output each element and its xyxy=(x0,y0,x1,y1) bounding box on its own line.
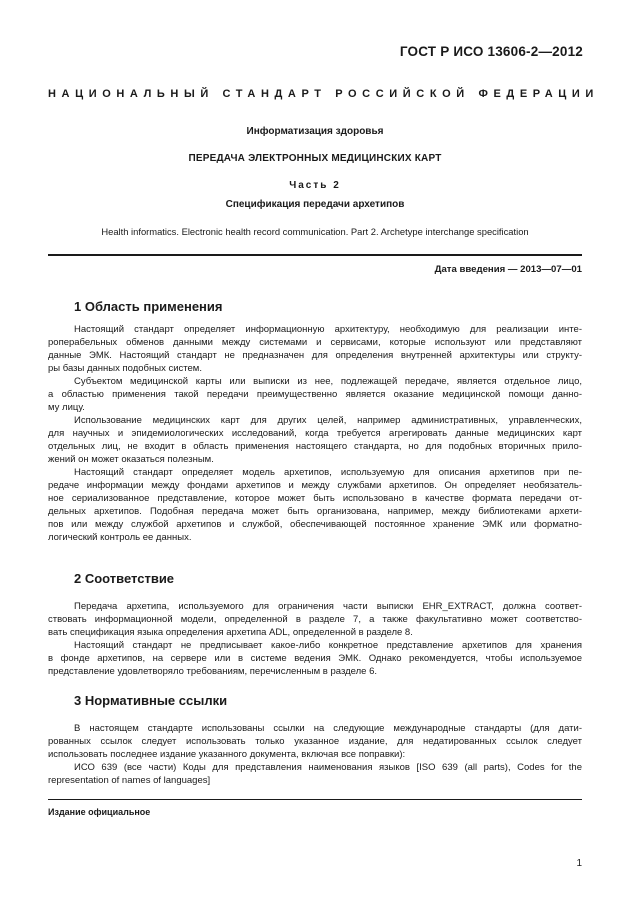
text-line: Настоящий стандарт определяет информационную архитектуру, необходимую для реализации инте- xyxy=(74,324,582,335)
text-line: для научных и эпидемиологических исследований, когда требуется агрегировать данные медицинских карт xyxy=(48,428,582,439)
national-standard-banner: НАЦИОНАЛЬНЫЙ СТАНДАРТ РОССИЙСКОЙ ФЕДЕРАЦИИ xyxy=(48,88,599,100)
text-line: отдельных лиц, не входит в область применения настоящего стандарта, но для подобных вторичных прило- xyxy=(48,441,582,452)
text-line: логический контроль ее данных. xyxy=(48,532,192,543)
section-1-paragraph-4 xyxy=(48,466,582,544)
text-line: использовать последнее издание указанного документа, включая все поправки): xyxy=(48,749,406,760)
page-number: 1 xyxy=(576,858,582,869)
title-part: Часть 2 xyxy=(289,180,341,191)
text-line: а областью применения такой передачи преимущественно является оказание медицинской помощи данно- xyxy=(48,389,582,400)
title-divider xyxy=(48,254,582,256)
text-line: Передача архетипа, используемого для ограничения части выписки EHR_EXTRACT, должна соответ- xyxy=(74,601,582,612)
text-line: ры базы данных подобных систем. xyxy=(48,363,202,374)
section-2-paragraph-2 xyxy=(48,639,582,678)
text-line: данные ЭМК. Настоящий стандарт не предназначен для определения внутренней архитектуры или структу- xyxy=(48,350,582,361)
section-1-paragraph-2 xyxy=(48,375,582,414)
section-3-title: 3 Нормативные ссылки xyxy=(74,693,228,708)
text-line: пов или между службой архетипов и службой, обеспечивающей постоянное хранение ЭМК или форматно- xyxy=(48,519,582,530)
english-title: Health informatics. Electronic health record communication. Part 2. Archetype interchange specification xyxy=(101,226,529,237)
text-line: роперабельных обменов данными между системами и сервисами, которые используют или представляют xyxy=(48,337,582,348)
section-2-paragraph-1 xyxy=(48,600,582,639)
section-3-paragraph-1 xyxy=(48,722,582,761)
text-line: Настоящий стандарт не предписывает какое-либо конкретное представление архетипов для хранения xyxy=(74,640,582,651)
text-line: в фонде архетипов, на сервере или в системе ведения ЭМК. Однако рекомендуется, чтобы используемое xyxy=(48,653,582,664)
text-line: му лицу. xyxy=(48,402,85,413)
title-line-1: Информатизация здоровья xyxy=(246,126,384,137)
introduction-date: Дата введения — 2013—07—01 xyxy=(434,264,582,275)
text-line: Субъектом медицинской карты или выписки из нее, подлежащей передаче, является отдельное лицо, xyxy=(74,376,582,387)
text-line: жений он может оказаться полезным. xyxy=(48,454,214,465)
title-subtitle: Спецификация передачи архетипов xyxy=(225,199,405,210)
section-1-paragraph-3 xyxy=(48,414,582,466)
text-line: Настоящий стандарт определяет модель архетипов, используемую для описания архетипов при пе- xyxy=(74,467,582,478)
text-line: редаче информации между фондами архетипов и между службами архетипов. Он определяет необязатель- xyxy=(48,480,582,491)
section-1-title: 1 Область применения xyxy=(74,299,223,314)
section-1-paragraph-1 xyxy=(48,323,582,375)
text-line: вать спецификация языка определения архетипа ADL, определенной в разделе 8. xyxy=(48,627,413,638)
gost-number: ГОСТ Р ИСО 13606-2—2012 xyxy=(399,44,583,59)
text-line: В настоящем стандарте использованы ссылки на следующие международные стандарты (для дати- xyxy=(74,723,582,734)
footer-divider xyxy=(48,799,582,800)
text-line: рованных ссылок следует использовать только указанное издание, для недатированных ссылок следует xyxy=(48,736,582,747)
edition-label: Издание официальное xyxy=(48,807,151,817)
section-2-title: 2 Соответствие xyxy=(74,571,175,586)
section-3-paragraph-2 xyxy=(48,761,582,787)
text-line: ствовать информационной модели, определенной в разделе 7, а также факультативно может соответство- xyxy=(48,614,582,625)
title-line-2: ПЕРЕДАЧА ЭЛЕКТРОННЫХ МЕДИЦИНСКИХ КАРТ xyxy=(188,153,442,164)
text-line: представление удовлетворяло требованиям, перечисленным в разделе 6. xyxy=(48,666,377,677)
text-line: Использование медицинских карт для других целей, например административных, управленческих, xyxy=(74,415,582,426)
text-line: ное сериализованное представление, которое может быть использовано в качестве формата передачи от- xyxy=(48,493,582,504)
text-line: representation of names of languages] xyxy=(48,775,211,786)
text-line: дельных архетипов. Подобная передача может быть организована, например, между библиотеками архети- xyxy=(48,506,582,517)
text-line: ИСО 639 (все части) Коды для представления наименования языков [ISO 639 (all parts), Codes for the xyxy=(74,762,582,773)
